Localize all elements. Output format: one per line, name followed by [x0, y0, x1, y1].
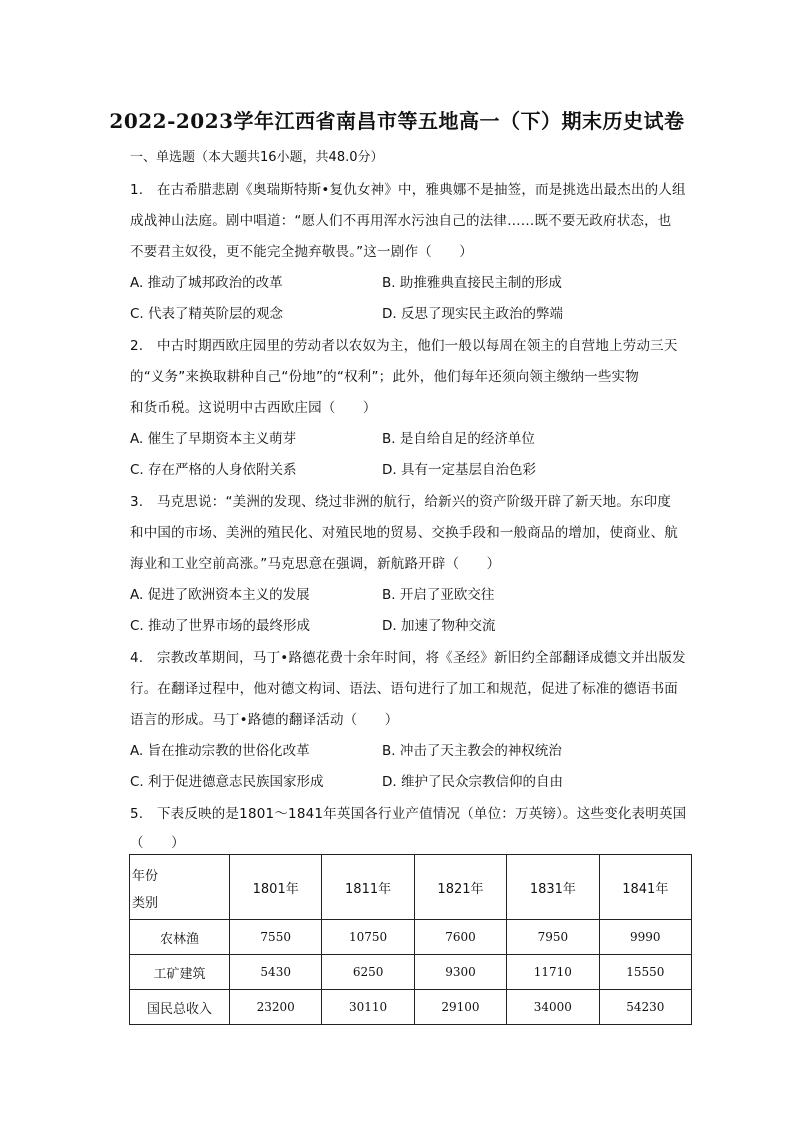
q1-option-c: C. 代表了精英阶层的观念	[130, 306, 284, 322]
year-header: 1811年	[322, 855, 414, 920]
row-label: 农林渔	[130, 920, 230, 955]
table-row	[130, 920, 692, 955]
output-value-table	[129, 854, 692, 1025]
table-cell: 23200	[230, 990, 322, 1025]
table-cell: 29100	[414, 990, 506, 1025]
q3-option-a: A. 促进了欧洲资本主义的发展	[130, 587, 310, 603]
q1-option-d: D. 反思了现实民主政治的弊端	[382, 306, 563, 322]
q2-line-3: 和货币税。这说明中古西欧庄园（ ）	[130, 400, 377, 416]
table-cell: 7950	[507, 920, 599, 955]
q1-option-a: A. 推动了城邦政治的改革	[130, 275, 283, 291]
table-cell: 9990	[599, 920, 691, 955]
table-cell: 9300	[414, 955, 506, 990]
section-heading: 一、单选题（本大题共16小题，共48.0分）	[130, 150, 384, 165]
table-cell: 54230	[599, 990, 691, 1025]
table-cell: 15550	[599, 955, 691, 990]
year-header: 1821年	[414, 855, 506, 920]
q4-option-d: D. 维护了民众宗教信仰的自由	[382, 774, 563, 790]
q3-option-d: D. 加速了物种交流	[382, 618, 496, 634]
table-cell: 7550	[230, 920, 322, 955]
q3-option-c: C. 推动了世界市场的最终形成	[130, 618, 311, 634]
table-cell: 7600	[414, 920, 506, 955]
q4-line-3: 语言的形成。马丁•路德的翻译活动（ ）	[130, 712, 399, 728]
table-cell: 5430	[230, 955, 322, 990]
exam-title: 2022-2023学年江西省南昌市等五地高一（下）期末历史试卷	[109, 109, 685, 133]
table-row	[130, 955, 692, 990]
table-corner-cell	[130, 855, 230, 920]
corner-year-label: 年份	[132, 869, 159, 884]
year-header: 1801年	[230, 855, 322, 920]
q5-line-1: 5. 下表反映的是1801～1841年英国各行业产值情况（单位：万英镑）。这些变化表明英国	[130, 806, 687, 822]
table-cell: 11710	[507, 955, 599, 990]
table-cell: 34000	[507, 990, 599, 1025]
q2-option-b: B. 是自给自足的经济单位	[382, 431, 535, 447]
q1-line-1: 1. 在古希腊悲剧《奥瑞斯特斯•复仇女神》中，雅典娜不是抽签，而是挑选出最杰出的人组	[130, 182, 686, 198]
q3-option-b: B. 开启了亚欧交往	[382, 587, 495, 603]
q2-option-d: D. 具有一定基层自治色彩	[382, 462, 536, 478]
row-label: 国民总收入	[130, 990, 230, 1025]
table-row	[130, 990, 692, 1025]
q2-option-a: A. 催生了早期资本主义萌芽	[130, 431, 297, 447]
q1-line-3: 不要君主奴役，更不能完全抛弃敬畏。”这一剧作（ ）	[130, 244, 473, 260]
year-header: 1841年	[599, 855, 691, 920]
q1-line-2: 成战神山法庭。剧中唱道：“愿人们不再用浑水污浊自己的法律……既不要无政府状态，也	[130, 213, 672, 229]
q4-option-c: C. 利于促进德意志民族国家形成	[130, 774, 324, 790]
table-cell: 6250	[322, 955, 414, 990]
q2-line-2: 的“义务”来换取耕种自己“份地”的“权利”；此外，他们每年还须向领主缴纳一些实物	[130, 369, 639, 385]
q4-line-2: 行。在翻译过程中，他对德文构词、语法、语句进行了加工和规范，促进了标准的德语书面	[130, 681, 678, 697]
q2-line-1: 2. 中古时期西欧庄园里的劳动者以农奴为主，他们一般以每周在领主的自营地上劳动三天	[130, 338, 678, 354]
q3-line-2: 和中国的市场、美洲的殖民化、对殖民地的贸易、交换手段和一般商品的增加，使商业、航	[130, 525, 678, 541]
corner-category-label: 类别	[132, 896, 159, 911]
q3-line-3: 海业和工业空前高涨。”马克思意在强调，新航路开辟（ ）	[130, 556, 501, 572]
q4-option-a: A. 旨在推动宗教的世俗化改革	[130, 743, 310, 759]
q4-option-b: B. 冲击了天主教会的神权统治	[382, 743, 562, 759]
q4-line-1: 4. 宗教改革期间，马丁•路德花费十余年时间，将《圣经》新旧约全部翻译成德文并出版发	[130, 650, 686, 666]
table-header-row	[130, 855, 692, 920]
row-label: 工矿建筑	[130, 955, 230, 990]
q2-option-c: C. 存在严格的人身依附关系	[130, 462, 297, 478]
q5-line-2: （ ）	[130, 835, 185, 851]
q1-option-b: B. 助推雅典直接民主制的形成	[382, 275, 562, 291]
q3-line-1: 3. 马克思说：“美洲的发现、绕过非洲的航行，给新兴的资产阶级开辟了新天地。东印度	[130, 494, 672, 510]
table-cell: 30110	[322, 990, 414, 1025]
table-cell: 10750	[322, 920, 414, 955]
year-header: 1831年	[507, 855, 599, 920]
